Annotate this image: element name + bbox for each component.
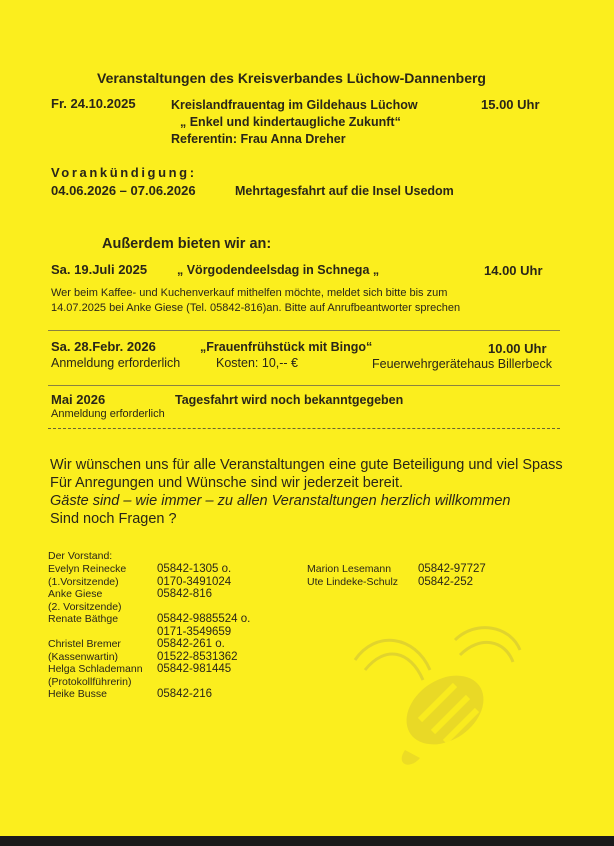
board-name: Ute Lindeke-Schulz [307, 575, 399, 588]
board-label: Der Vorstand: [48, 550, 113, 562]
preview-dates: 04.06.2026 – 07.06.2026 [51, 183, 196, 198]
event1-time: 15.00 Uhr [481, 97, 540, 112]
event2-time: 14.00 Uhr [484, 263, 543, 278]
event1-date: Fr. 24.10.2025 [51, 96, 136, 111]
board-name: Evelyn Reinecke [48, 563, 127, 575]
event2-note-line2: 14.07.2025 bei Anke Giese (Tel. 05842-816)an. Bitte auf Anrufbeantworter sprechen [51, 302, 461, 314]
preview-label: Vorankündigung: [51, 165, 197, 180]
also-heading: Außerdem bieten wir an: [102, 236, 272, 252]
board-name: Anke Giese [48, 588, 103, 600]
closing-line3: Gäste sind – wie immer – zu allen Veranstaltungen herzlich willkommen [50, 493, 511, 509]
event4-title: Tagesfahrt wird noch bekanntgegeben [175, 393, 404, 407]
board-right-names [307, 563, 398, 588]
board-phone: 05842-816 [157, 588, 212, 600]
board-phone: 05842-252 [418, 575, 473, 588]
board-name: Renate Bäthge [48, 613, 119, 625]
board-name: Heike Busse [48, 688, 107, 700]
board-name: (2. Vorsitzende) [48, 600, 122, 613]
bee-watermark-icon [335, 600, 545, 780]
board-phone [157, 676, 250, 689]
board-phone: 05842-1305 o. [157, 563, 232, 575]
event4-registration: Anmeldung erforderlich [51, 408, 165, 420]
dashed-divider [48, 428, 560, 429]
board-phone: 05842-216 [157, 688, 212, 700]
event3-location: Feuerwehrgerätehaus Billerbeck [372, 357, 552, 371]
board-left-phones [157, 563, 250, 701]
event3-time: 10.00 Uhr [488, 341, 547, 356]
closing-line2: Für Anregungen und Wünsche sind wir jederzeit bereit. [50, 475, 404, 491]
event1-speaker: Referentin: Frau Anna Dreher [171, 132, 346, 146]
closing-line1: Wir wünschen uns für alle Veranstaltungen eine gute Beteiligung und viel Spass [50, 457, 563, 473]
board-phone: 01522-8531362 [157, 650, 238, 663]
board-name: (Protokollführerin) [48, 675, 132, 688]
event3-cost: Kosten: 10,-- € [216, 356, 298, 370]
board-name: (1.Vorsitzende) [48, 575, 119, 588]
board-name: Helga Schlademann [48, 663, 143, 675]
divider [48, 385, 560, 386]
board-phone: 05842-261 o. [157, 638, 225, 650]
board-phone [157, 601, 250, 614]
event2-date: Sa. 19.Juli 2025 [51, 262, 148, 277]
event3-title: „Frauenfrühstück mit Bingo“ [200, 340, 373, 354]
board-phone: 05842-9885524 o. [157, 613, 251, 625]
event2-note-line1: Wer beim Kaffee- und Kuchenverkauf mithelfen möchte, meldet sich bitte bis zum [51, 287, 448, 299]
page-title: Veranstaltungen des Kreisverbandes Lüchow-Dannenberg [97, 70, 486, 86]
board-name: Christel Bremer [48, 638, 121, 650]
event1-title: Kreislandfrauentag im Gildehaus Lüchow [171, 98, 418, 112]
board-name: Marion Lesemann [307, 563, 392, 575]
board-name: (Kassenwartin) [48, 650, 119, 663]
event4-date: Mai 2026 [51, 392, 106, 407]
bottom-border [0, 836, 614, 846]
event1-subtitle: „ Enkel und kindertaugliche Zukunft“ [180, 115, 401, 129]
event3-date: Sa. 28.Febr. 2026 [51, 339, 156, 354]
board-left-names [48, 563, 143, 701]
board-phone: 0171-3549659 [157, 625, 232, 638]
board-right-phones [418, 563, 486, 588]
board-name [48, 626, 143, 639]
board-phone: 05842-97727 [418, 563, 486, 575]
preview-description: Mehrtagesfahrt auf die Insel Usedom [235, 184, 454, 198]
board-phone: 05842-981445 [157, 663, 232, 675]
board-phone: 0170-3491024 [157, 575, 232, 588]
event2-title: „ Vörgodendeelsdag in Schnega „ [177, 263, 380, 277]
event3-registration: Anmeldung erforderlich [51, 356, 181, 370]
closing-line4: Sind noch Fragen ? [50, 511, 177, 527]
divider [48, 330, 560, 331]
